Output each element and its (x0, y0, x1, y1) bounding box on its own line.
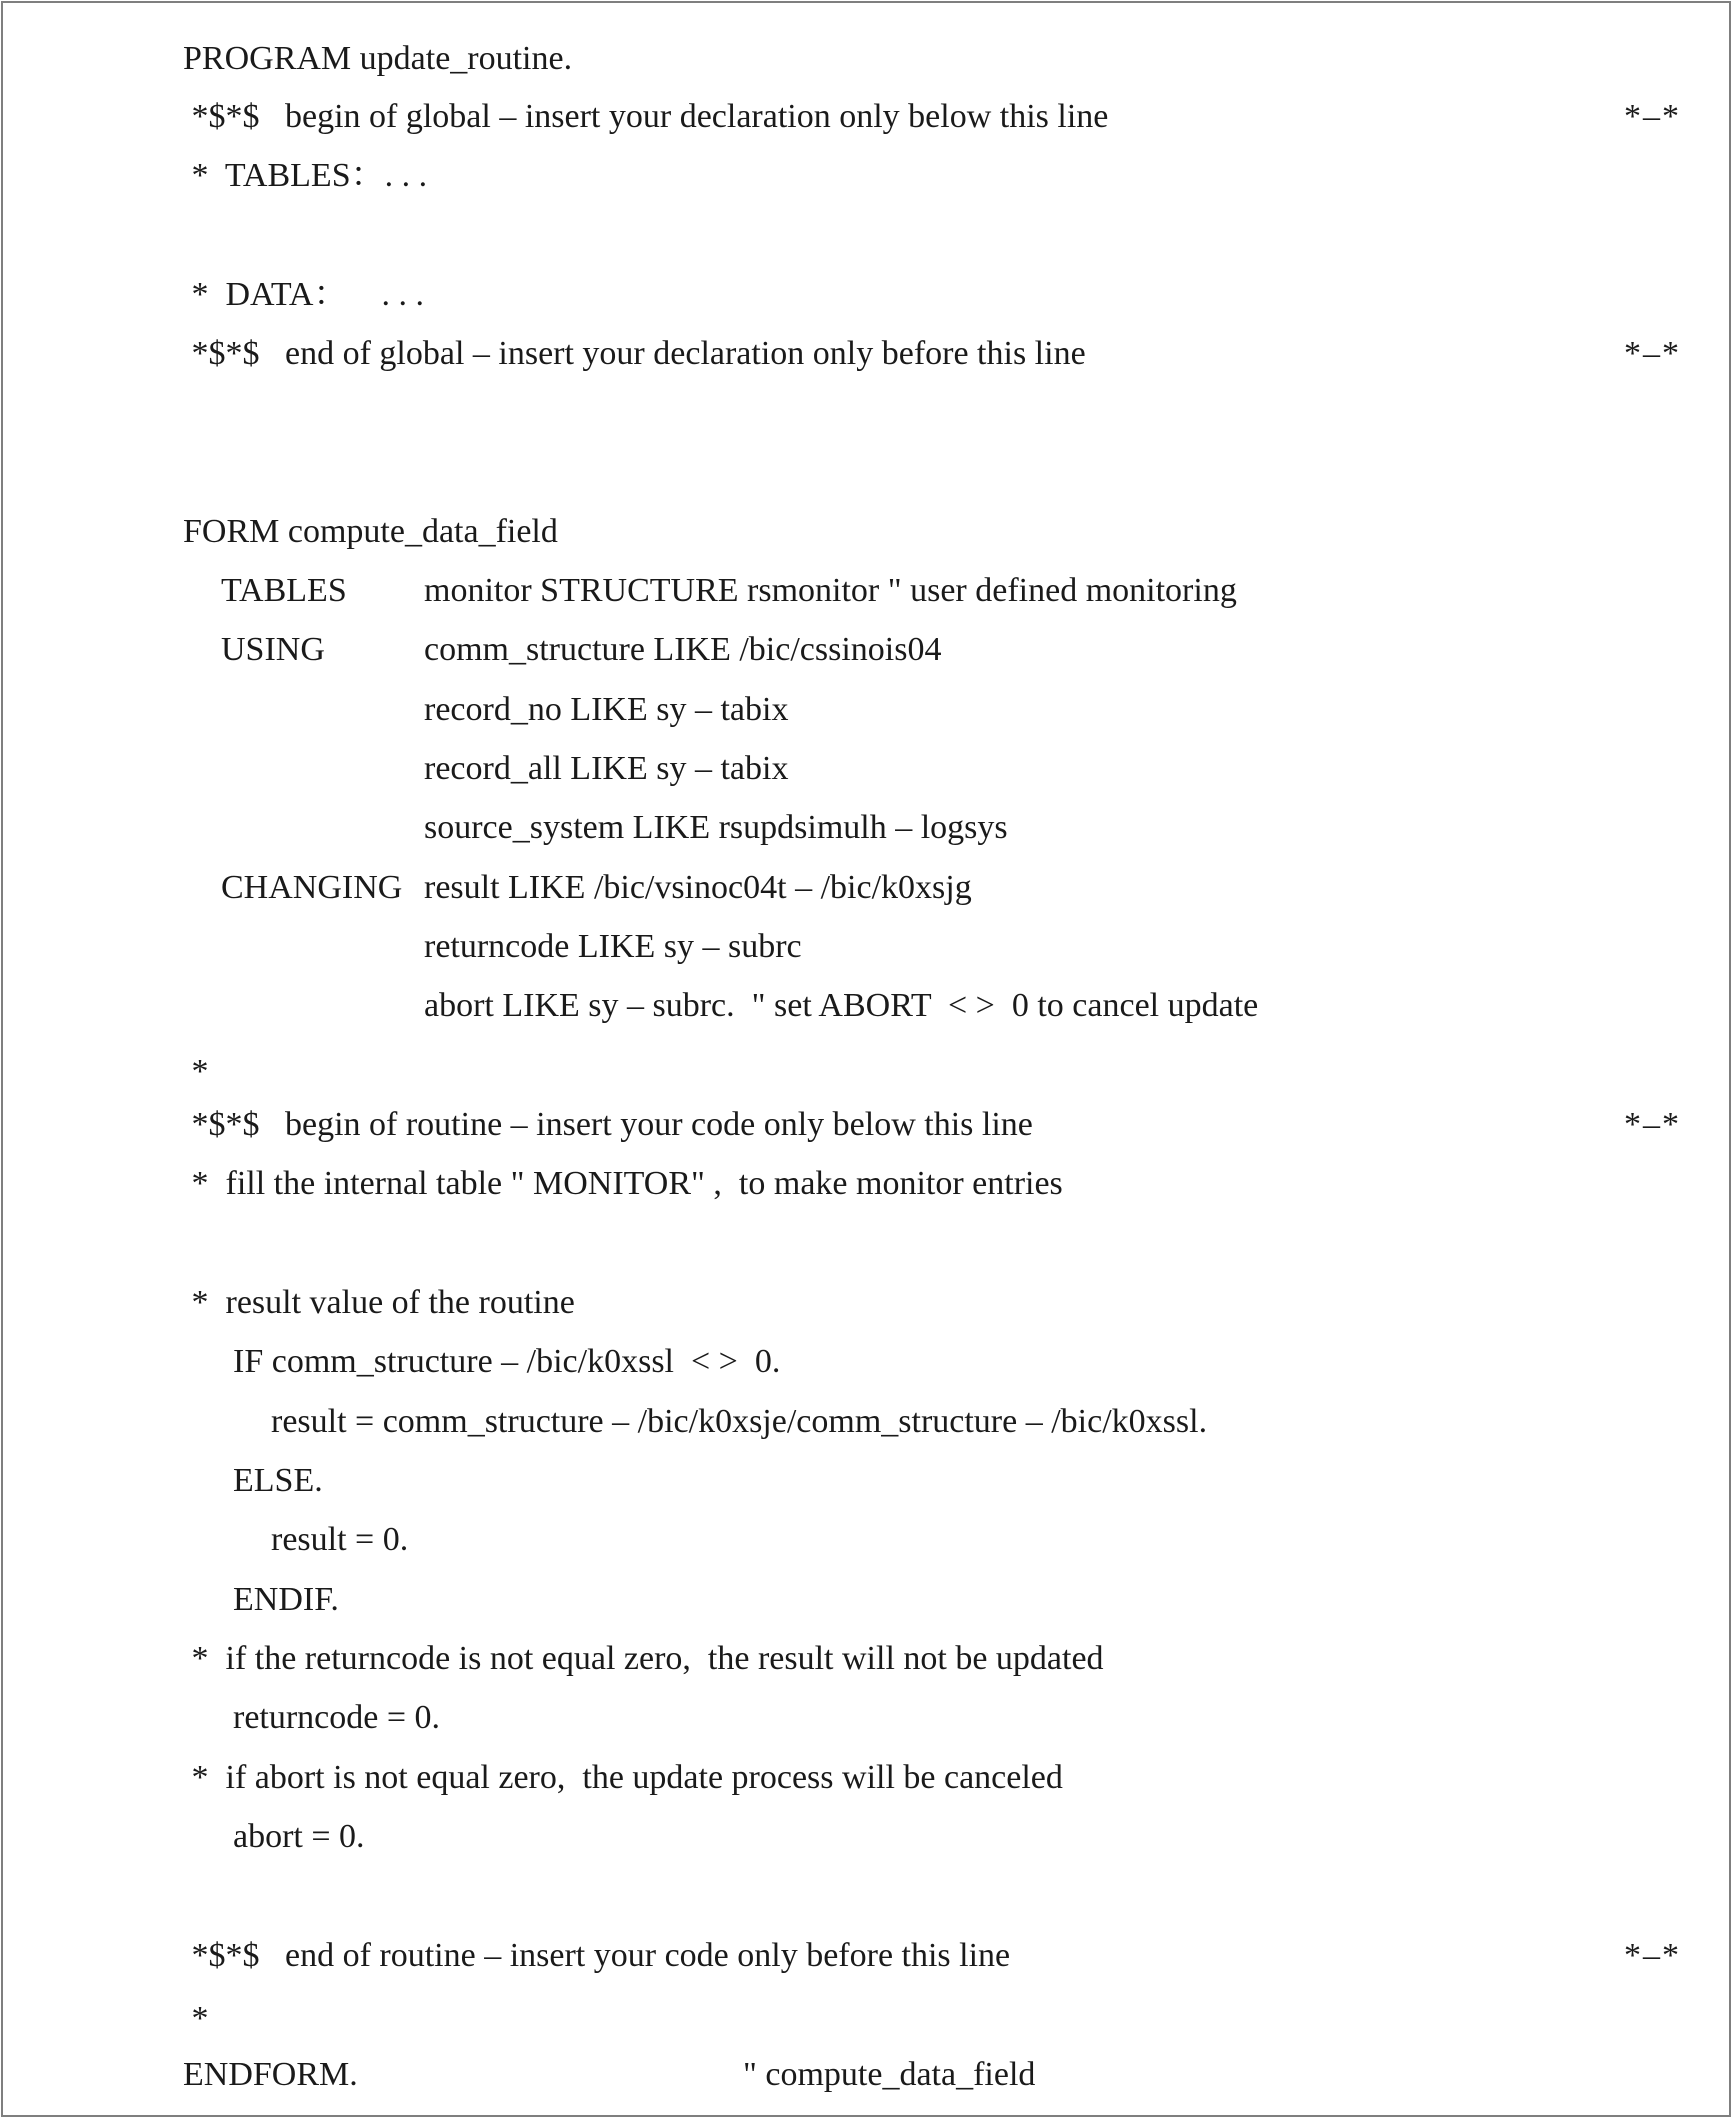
else-statement: ELSE. (233, 1462, 323, 1499)
abap-code-listing (3, 3, 1733, 2119)
using-parameter: comm_structure LIKE /bic/cssinois04 (424, 631, 942, 668)
changing-keyword: CHANGING (221, 869, 403, 906)
document-frame (1, 1, 1731, 2117)
tables-comment: * TABLES：. . . (183, 157, 428, 194)
abort-comment: * if abort is not equal zero, the update process will be canceled (183, 1759, 1063, 1796)
comment-marker: *–* (1624, 335, 1681, 372)
form-statement: FORM compute_data_field (183, 513, 558, 550)
data-comment: * DATA： . . . (183, 276, 424, 313)
begin-global-comment: *$*$ begin of global – insert your declaration only below this line (183, 98, 1109, 135)
comment-marker: *–* (1624, 1106, 1681, 1143)
endif-statement: ENDIF. (233, 1581, 339, 1618)
tables-keyword: TABLES (221, 572, 347, 609)
begin-routine-comment: *$*$ begin of routine – insert your code only below this line (183, 1106, 1033, 1143)
returncode-comment: * if the returncode is not equal zero, the result will not be updated (183, 1640, 1104, 1677)
result-comment: * result value of the routine (183, 1284, 575, 1321)
comment-marker: *–* (1624, 98, 1681, 135)
changing-parameter: abort LIKE sy – subrc. " set ABORT < > 0 to cancel update (424, 987, 1259, 1024)
end-routine-comment: *$*$ end of routine – insert your code only before this line (183, 1937, 1011, 1974)
endform-comment: " compute_data_field (743, 2056, 1036, 2093)
using-parameter: record_no LIKE sy – tabix (424, 691, 789, 728)
assignment-statement: returncode = 0. (233, 1699, 441, 1736)
monitor-comment: * fill the internal table " MONITOR" , to make monitor entries (183, 1165, 1063, 1202)
tables-parameter: monitor STRUCTURE rsmonitor " user defined monitoring (424, 572, 1237, 609)
using-parameter: record_all LIKE sy – tabix (424, 750, 789, 787)
assignment-statement: abort = 0. (233, 1818, 365, 1855)
changing-parameter: returncode LIKE sy – subrc (424, 928, 802, 965)
assignment-statement: result = comm_structure – /bic/k0xsje/comm_structure – /bic/k0xssl. (271, 1403, 1208, 1440)
end-global-comment: *$*$ end of global – insert your declaration only before this line (183, 335, 1086, 372)
comment-line: * (183, 2000, 209, 2037)
using-keyword: USING (221, 631, 325, 668)
comment-line: * (183, 1053, 209, 1090)
assignment-statement: result = 0. (271, 1521, 409, 1558)
using-parameter: source_system LIKE rsupdsimulh – logsys (424, 809, 1008, 846)
endform-statement: ENDFORM. (183, 2056, 358, 2093)
changing-parameter: result LIKE /bic/vsinoc04t – /bic/k0xsjg (424, 869, 972, 906)
program-statement: PROGRAM update_routine. (183, 40, 573, 77)
if-statement: IF comm_structure – /bic/k0xssl < > 0. (233, 1343, 781, 1380)
comment-marker: *–* (1624, 1937, 1681, 1974)
